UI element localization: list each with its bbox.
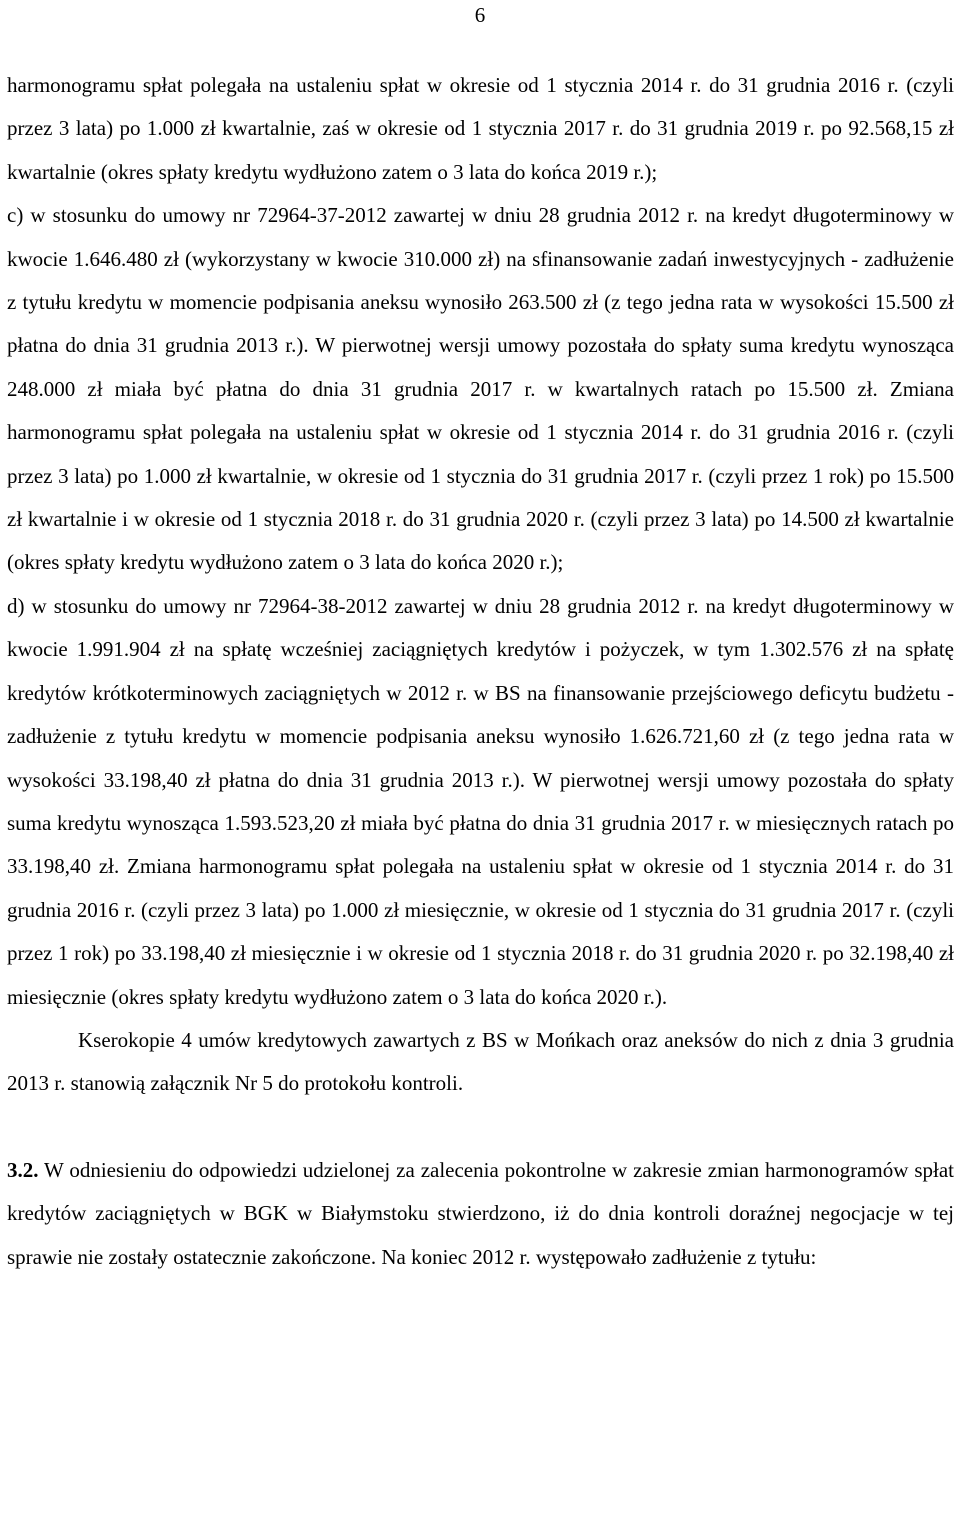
paragraph-attachment-note: Kserokopie 4 umów kredytowych zawartych z BS w Mońkach oraz aneksów do nich z dnia 3 grudnia 2013 r. stanowią załącznik Nr 5 do protokołu kontroli. xyxy=(7,1027,954,1096)
paragraph-spacer xyxy=(7,1106,954,1149)
section-3-2-text: W odniesieniu do odpowiedzi udzielonej za zalecenia pokontrolne w zakresie zmian harmonogramów spłat kredytów zaciągniętych w BGK w Białymstoku stwierdzono, iż do dnia kontroli doraźnej negocjacje w tej sprawie nie zostały ostatecznie zakończone. Na koniec 2012 r. występowało zadłużenie z tytułu: xyxy=(7,1157,954,1269)
paragraph-item-c: c) w stosunku do umowy nr 72964-37-2012 zawartej w dniu 28 grudnia 2012 r. na kredyt długoterminowy w kwocie 1.646.480 zł (wykorzystany w kwocie 310.000 zł) na sfinansowanie zadań inwestycyjnych - zadłużenie z tytułu kredytu w momencie podpisania aneksu wynosiło 263.500 zł (z tego jedna rata w wysokości 15.500 zł płatna do dnia 31 grudnia 2013 r.). W pierwotnej wersji umowy pozostała do spłaty suma kredytu wynosząca 248.000 zł miała być płatna do dnia 31 grudnia 2017 r. w kwartalnych ratach po 15.500 zł. Zmiana harmonogramu spłat polegała na ustaleniu spłat w okresie od 1 stycznia 2014 r. do 31 grudnia 2016 r. (czyli przez 3 lata) po 1.000 zł kwartalnie, w okresie od 1 stycznia do 31 grudnia 2017 r. (czyli przez 1 rok) po 15.500 zł kwartalnie i w okresie od 1 stycznia 2018 r. do 31 grudnia 2020 r. (czyli przez 3 lata) po 14.500 zł kwartalnie (okres spłaty kredytu wydłużono zatem o 3 lata do końca 2020 r.); xyxy=(7,203,954,575)
section-number: 3.2. xyxy=(7,1157,39,1182)
paragraph-item-d: d) w stosunku do umowy nr 72964-38-2012 zawartej w dniu 28 grudnia 2012 r. na kredyt długoterminowy w kwocie 1.991.904 zł na spłatę wcześniej zaciągniętych kredytów i pożyczek, w tym 1.302.576 zł na spłatę kredytów krótkoterminowych zaciągniętych w 2012 r. w BS na finansowanie przejściowego deficytu budżetu - zadłużenie z tytułu kredytu w momencie podpisania aneksu wynosiło 1.626.721,60 zł (z tego jedna rata w wysokości 33.198,40 zł płatna do dnia 31 grudnia 2013 r.). W pierwotnej wersji umowy pozostała do spłaty suma kredytu wynosząca 1.593.523,20 zł miała być płatna do dnia 31 grudnia 2017 r. w miesięcznych ratach po 33.198,40 zł. Zmiana harmonogramu spłat polegała na ustaleniu spłat w okresie od 1 stycznia 2014 r. do 31 grudnia 2016 r. (czyli przez 3 lata) po 1.000 zł miesięcznie, w okresie od 1 stycznia do 31 grudnia 2017 r. (czyli przez 1 rok) po 33.198,40 zł miesięcznie i w okresie od 1 stycznia 2018 r. do 31 grudnia 2020 r. po 32.198,40 zł miesięcznie (okres spłaty kredytu wydłużono zatem o 3 lata do końca 2020 r.). xyxy=(7,593,954,1009)
paragraph-schedule-continuation: harmonogramu spłat polegała na ustaleniu spłat w okresie od 1 stycznia 2014 r. do 31 grudnia 2016 r. (czyli przez 3 lata) po 1.000 zł kwartalnie, zaś w okresie od 1 stycznia 2017 r. do 31 grudnia 2019 r. po 92.568,15 zł kwartalnie (okres spłaty kredytu wydłużono zatem o 3 lata do końca 2019 r.); xyxy=(7,73,954,184)
paragraph-section-3-2 xyxy=(7,1149,954,1279)
body-text xyxy=(7,64,954,1279)
page-number: 6 xyxy=(474,3,486,27)
